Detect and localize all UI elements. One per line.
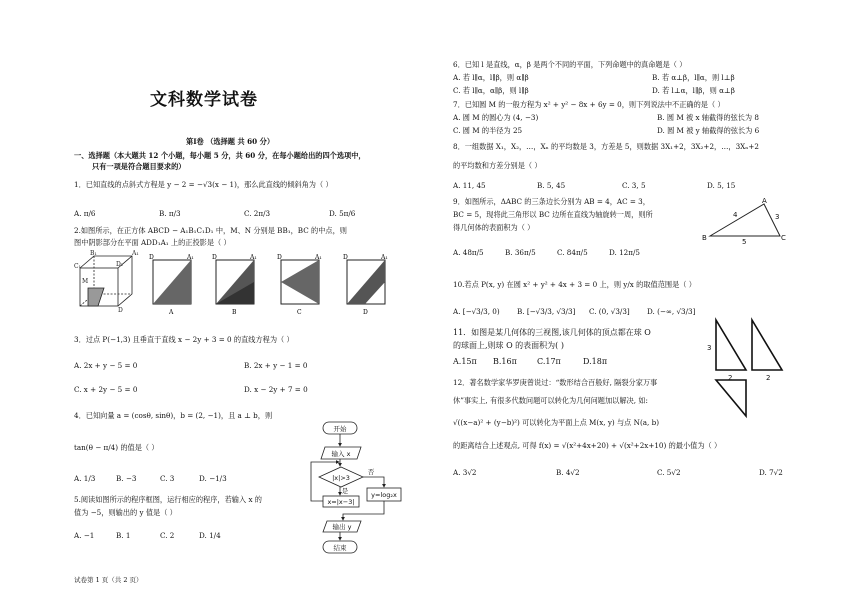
flow-yes: 是	[341, 487, 349, 495]
svg-text:A₁: A₁	[132, 250, 139, 257]
instruction-line2: 只有一项是符合题目要求的）	[92, 162, 186, 171]
q3-option-c[interactable]: C. x + 2y − 5 = 0	[74, 385, 138, 394]
flow-start: 开始	[333, 425, 347, 433]
q1-option-c[interactable]: C. 2π/3	[244, 209, 271, 218]
q9-option-d[interactable]: D. 12π/5	[609, 248, 640, 257]
q5-flowchart	[305, 420, 405, 560]
q2-label-b: B	[232, 309, 237, 316]
q1-stem: 1．已知直线的点斜式方程是 y − 2 = −√3(x − 1)，那么此直线的倾斜角为（ ）	[74, 180, 333, 189]
svg-text:D: D	[212, 254, 217, 261]
q2-option-c-figure[interactable]	[277, 254, 323, 314]
q12-stem-line4: 的距离结合上述观点, 可得 f(x) = √(x²+4x+20) + √(x²+2x+10) 的最小值为（ ）	[453, 441, 722, 450]
q11-option-c[interactable]: C.17π	[537, 357, 561, 366]
q4-option-d[interactable]: D. −1/3	[199, 474, 227, 483]
q6-option-d[interactable]: D. 若 l⊥α，l∥β，则 α⊥β	[652, 86, 735, 95]
svg-text:A₁: A₁	[187, 254, 194, 261]
svg-text:C₁: C₁	[74, 263, 81, 270]
exam-title: 文科数学试卷	[150, 90, 258, 110]
q9-option-b[interactable]: B. 36π/5	[505, 248, 536, 257]
q9-triangle-figure	[700, 198, 790, 246]
q6-option-a[interactable]: A. 若 l∥α，l∥β，则 α∥β	[453, 73, 529, 82]
q7-stem: 7．已知圆 M 的一般方程为 x² + y² − 8x + 6y = 0，则下列说法中不正确的是（ ）	[453, 100, 725, 109]
q2-option-d-figure[interactable]	[343, 254, 389, 314]
q1-option-b[interactable]: B. π/3	[159, 209, 181, 218]
q1-option-a[interactable]: A. π/6	[74, 209, 96, 218]
flow-output: 输出 y	[332, 523, 352, 531]
section-heading: 第Ⅰ卷 （选择题 共 60 分）	[186, 137, 275, 146]
q4-option-b[interactable]: B. −3	[116, 474, 137, 483]
q5-option-d[interactable]: D. 1/4	[199, 531, 221, 540]
svg-text:B₁: B₁	[90, 250, 97, 257]
q11-option-d[interactable]: D.18π	[583, 357, 608, 366]
svg-text:D: D	[343, 254, 348, 261]
svg-text:M: M	[82, 278, 89, 285]
q12-option-d[interactable]: D. 7√2	[759, 468, 783, 477]
q12-stem-line1: 12．著名数学家华罗庚曾说过：“数形结合百般好, 隔裂分家万事	[453, 378, 658, 387]
q9-option-c[interactable]: C. 84π/5	[557, 248, 588, 257]
q6-option-c[interactable]: C. 若 l∥α，α∥β，则 l∥β	[453, 86, 529, 95]
svg-text:D: D	[277, 254, 282, 261]
flow-input: 输入 x	[331, 450, 351, 458]
q4-option-a[interactable]: A. 1/3	[74, 474, 96, 483]
q5-option-a[interactable]: A. −1	[74, 531, 95, 540]
q7-option-c[interactable]: C. 圆 M 的半径为 25	[453, 126, 523, 135]
q2-label-a: A	[169, 309, 174, 316]
svg-text:5: 5	[742, 238, 747, 246]
svg-text:D₁: D₁	[116, 261, 124, 268]
q5-option-b[interactable]: B. 1	[116, 531, 131, 540]
q8-option-d[interactable]: D. 5, 15	[707, 181, 736, 190]
q3-option-d[interactable]: D. x − 2y + 7 = 0	[244, 385, 308, 394]
q5-stem-line1: 5.阅读如图所示的程序框图，运行相应的程序，若输入 x 的	[74, 495, 262, 504]
svg-text:A₁: A₁	[250, 254, 257, 261]
q10-option-b[interactable]: B. [−√3/3, √3/3]	[517, 307, 576, 316]
q12-stem-line3: √((x−a)² + (y−b)²) 可以转化为平面上点 M(x, y) 与点 N(a, b)	[453, 418, 660, 427]
q7-option-b[interactable]: B. 圆 M 被 x 轴截得的弦长为 8	[657, 113, 759, 122]
flow-cond: |x|>3	[332, 474, 350, 482]
q8-option-b[interactable]: B. 5, 45	[537, 181, 566, 190]
q11-stem-line2: 的球面上,则球 O 的表面积为( )	[453, 341, 564, 350]
q1-option-d[interactable]: D. 5π/6	[329, 209, 356, 218]
q3-option-a[interactable]: A. 2x + y − 5 = 0	[74, 361, 138, 370]
q2-stem-line2: 图中阴影部分在平面 ADD₁A₁ 上的正投影是（ ）	[74, 238, 231, 247]
svg-text:2: 2	[728, 374, 733, 382]
q3-option-b[interactable]: B. 2x + y − 1 = 0	[244, 361, 308, 370]
q11-stem-line1: 11．如图是某几何体的三视图,该几何体的顶点都在球 O	[453, 328, 651, 337]
flow-no: 否	[367, 468, 375, 476]
q12-stem-line2: 休”事实上, 有很多代数问题可以转化为几何问题加以解决, 如:	[453, 396, 648, 405]
q8-stem-line1: 8．一组数据 X₁，X₂，…，Xₙ 的平均数是 3，方差是 5，则数据 3X₁+2，3X₂+2，…，3Xₙ+2	[453, 142, 759, 151]
svg-text:D: D	[149, 254, 154, 261]
q4-stem-line2: tan(θ − π/4) 的值是（ ）	[74, 443, 159, 452]
q10-option-d[interactable]: D. (−∞, √3/3]	[647, 307, 696, 316]
q12-option-c[interactable]: C. 5√2	[657, 468, 681, 477]
q5-stem-line2: 值为 −5，则输出的 y 值是（ ）	[74, 508, 177, 517]
q11-three-view-figure	[706, 318, 786, 428]
flow-formula: y=log₂x	[371, 491, 397, 499]
q9-stem-line3: 得几何体的表面积为（ ）	[453, 223, 535, 232]
q6-stem: 6．已知 l 是直线，α，β 是两个不同的平面，下列命题中的真命题是（ ）	[453, 60, 687, 69]
q10-stem: 10.若点 P(x, y) 在圆 x² + y² + 4x + 3 = 0 上，则 y/x 的取值范围是（ ）	[453, 280, 696, 289]
q5-option-c[interactable]: C. 2	[160, 531, 175, 540]
svg-text:B: B	[702, 234, 707, 242]
q3-stem: 3．过点 P(−1,3) 且垂直于直线 x − 2y + 3 = 0 的直线方程为（ ）	[74, 335, 294, 344]
q2-cube-figure	[74, 250, 139, 314]
svg-text:3: 3	[775, 213, 780, 221]
svg-text:A: A	[762, 197, 767, 205]
q8-stem-line2: 的平均数和方差分别是（ ）	[453, 161, 542, 170]
q6-option-b[interactable]: B. 若 α⊥β，l∥α，则 l⊥β	[652, 73, 735, 82]
q12-option-a[interactable]: A. 3√2	[453, 468, 477, 477]
flow-end: 结束	[333, 544, 347, 552]
svg-text:A₁: A₁	[315, 254, 322, 261]
q2-label-c: C	[297, 309, 302, 316]
svg-text:3: 3	[707, 344, 712, 352]
svg-text:A₁: A₁	[381, 254, 388, 261]
svg-text:2: 2	[766, 374, 771, 382]
instruction-line1: 一、选择题（本大题共 12 个小题，每小题 5 分，共 60 分，在每小题给出的四个选项中，	[74, 151, 366, 160]
q10-option-c[interactable]: C. (0, √3/3]	[589, 307, 630, 316]
q2-option-b-figure[interactable]	[212, 254, 258, 314]
flow-assign: x=|x−3|	[327, 498, 355, 506]
svg-text:C: C	[781, 234, 786, 242]
q2-label-d: D	[363, 309, 368, 316]
q9-option-a[interactable]: A. 48π/5	[453, 248, 484, 257]
q11-option-b[interactable]: B.16π	[493, 357, 517, 366]
q2-stem-line1: 2.如图所示，在正方体 ABCD − A₁B₁C₁D₁ 中，M、N 分别是 BB₁，BC 的中点，则	[74, 226, 347, 235]
q4-stem-line1: 4．已知向量 a = (cosθ, sinθ)，b = (2, −1)，且 a ⊥ b，则	[74, 411, 273, 420]
q8-option-a[interactable]: A. 11, 45	[453, 181, 486, 190]
q2-option-a-figure[interactable]	[149, 254, 195, 314]
q9-stem-line1: 9．如图所示，ΔABC 的三条边长分别为 AB = 4，AC = 3，	[453, 197, 650, 206]
q12-option-b[interactable]: B. 4√2	[556, 468, 580, 477]
q7-option-d[interactable]: D. 圆 M 被 y 轴截得的弦长为 6	[657, 126, 760, 135]
svg-text:4: 4	[733, 211, 738, 219]
svg-text:D: D	[118, 307, 123, 314]
q8-option-c[interactable]: C. 3, 5	[622, 181, 646, 190]
page-footer: 试卷第 1 页（共 2 页）	[74, 576, 143, 584]
q7-option-a[interactable]: A. 圆 M 的圆心为 (4, −3)	[453, 113, 539, 122]
q10-option-a[interactable]: A. [−√3/3, 0)	[453, 307, 500, 316]
q11-option-a[interactable]: A.15π	[453, 357, 477, 366]
q4-option-c[interactable]: C. 3	[160, 474, 175, 483]
q9-stem-line2: BC = 5，现将此三角形以 BC 边所在直线为轴旋转一周，则所	[453, 210, 653, 219]
